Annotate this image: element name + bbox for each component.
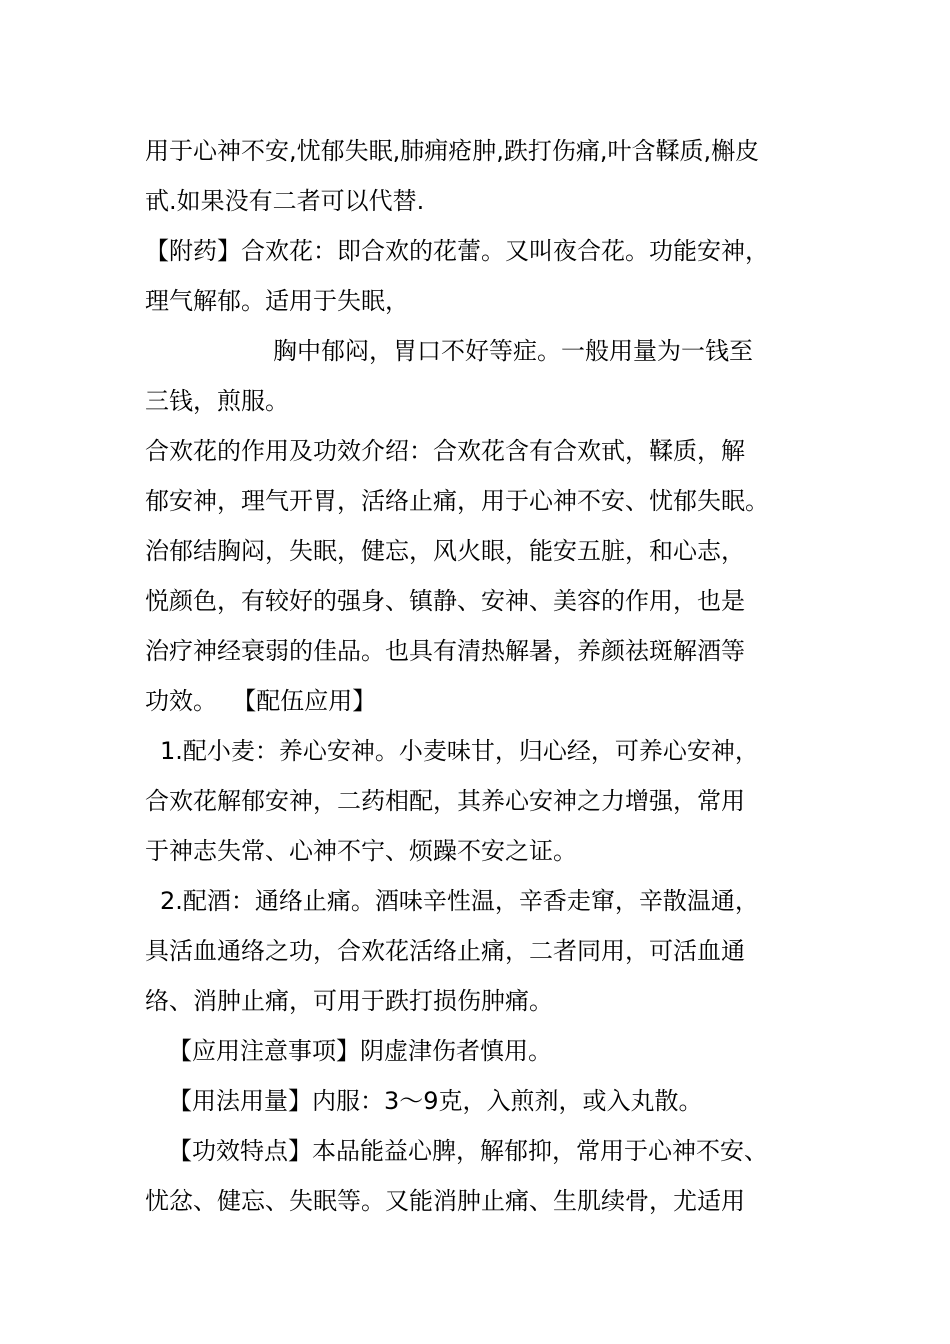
text-line: 悦颜色，有较好的强身、镇静、安神、美容的作用，也是	[145, 587, 745, 615]
text-line: 甙.如果没有二者可以代替.	[145, 187, 425, 215]
text-line: 治郁结胸闷，失眠，健忘，风火眼，能安五脏，和心志，	[145, 537, 745, 565]
text-line: 胸中郁闷，胃口不好等症。一般用量为一钱至	[273, 337, 753, 365]
text-line: 于神志失常、心神不宁、烦躁不安之证。	[145, 837, 577, 865]
text-line: 治疗神经衰弱的佳品。也具有清热解暑，养颜祛斑解酒等	[145, 637, 745, 665]
text-line: 具活血通络之功，合欢花活络止痛，二者同用，可活血通	[145, 937, 745, 965]
text-line: 合欢花的作用及功效介绍：合欢花含有合欢甙，鞣质，解	[145, 437, 745, 465]
text-line: 功效。 【配伍应用】	[145, 687, 377, 715]
text-line: 三钱，煎服。	[145, 387, 289, 415]
text-line: 忧忿、健忘、失眠等。又能消肿止痛、生肌续骨，尤适用	[145, 1187, 745, 1215]
text-line: 郁安神，理气开胃，活络止痛，用于心神不安、忧郁失眠。	[145, 487, 769, 515]
text-line: 合欢花解郁安神，二药相配，其养心安神之力增强，常用	[145, 787, 745, 815]
text-line: 【功效特点】本品能益心脾，解郁抑，常用于心神不安、	[168, 1137, 768, 1165]
text-line: 用于心神不安,忧郁失眠,肺痈疮肿,跌打伤痛,叶含鞣质,槲皮	[145, 137, 760, 165]
text-line: 络、消肿止痛，可用于跌打损伤肿痛。	[145, 987, 553, 1015]
text-line: 2.配酒：通络止痛。酒味辛性温，辛香走窜，辛散温通，	[160, 887, 759, 915]
text-line: 1.配小麦：养心安神。小麦味甘，归心经，可养心安神，	[160, 737, 759, 765]
text-line: 【用法用量】内服：3～9克，入煎剂，或入丸散。	[168, 1087, 703, 1115]
text-line: 【应用注意事项】阴虚津伤者慎用。	[168, 1037, 552, 1065]
text-line: 理气解郁。适用于失眠，	[145, 287, 409, 315]
text-line: 【附药】合欢花：即合欢的花蕾。又叫夜合花。功能安神，	[145, 237, 769, 265]
